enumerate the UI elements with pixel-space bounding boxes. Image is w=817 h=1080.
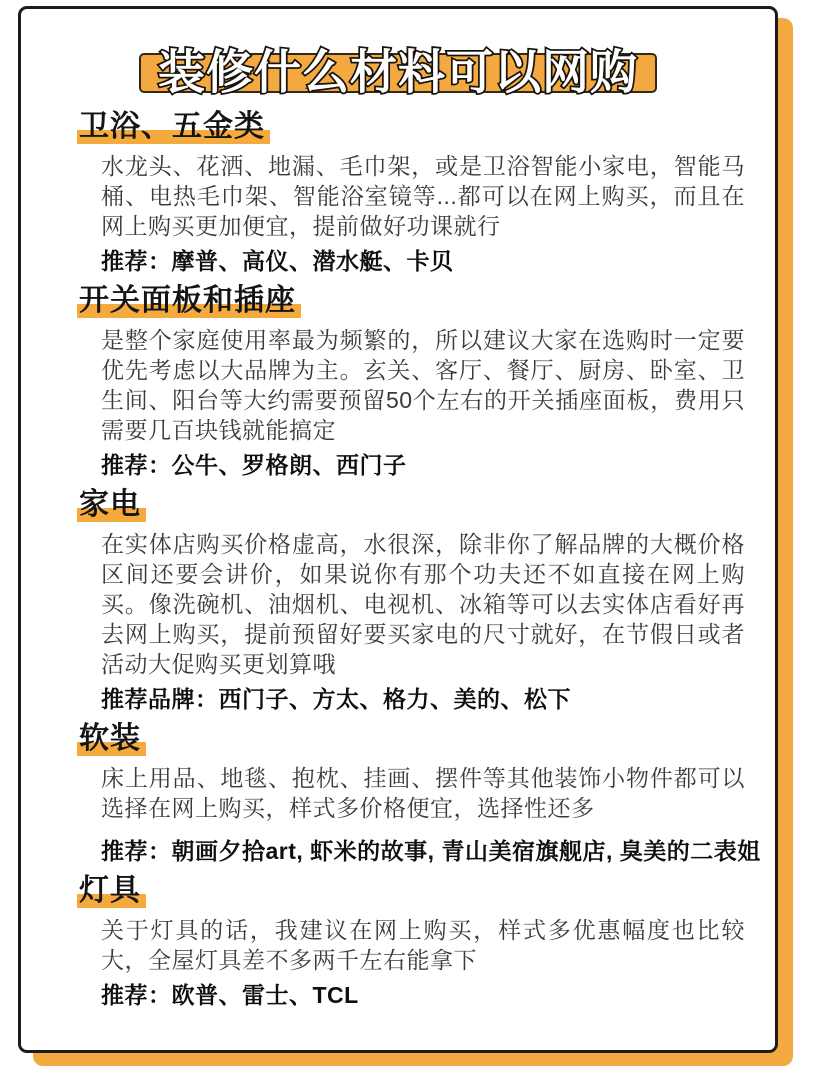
section-heading: 开关面板和插座 <box>77 283 775 319</box>
section-soft-furnishing <box>21 721 775 867</box>
section-body: 水龙头、花洒、地漏、毛巾架，或是卫浴智能小家电，智能马桶、电热毛巾架、智能浴室镜等...都可以在网上购买，而且在网上购买更加便宜，提前做好功课就行 <box>101 153 745 239</box>
section-appliances <box>21 487 775 715</box>
title-banner <box>139 45 657 99</box>
section-recommendation: 推荐：欧普、雷士、TCL <box>101 982 359 1008</box>
section-lighting <box>21 873 775 1011</box>
section-body: 床上用品、地毯、抱枕、挂画、摆件等其他装饰小物件都可以选择在网上购买，样式多价格便宜，选择性还多 <box>101 765 745 821</box>
section-heading: 家电 <box>77 487 775 523</box>
section-body: 关于灯具的话，我建议在网上购买，样式多优惠幅度也比较大，全屋灯具差不多两千左右能拿下 <box>101 917 745 973</box>
section-body: 是整个家庭使用率最为频繁的，所以建议大家在选购时一定要优先考虑以大品牌为主。玄关、客厅、餐厅、厨房、卧室、卫生间、阳台等大约需要预留50个左右的开关插座面板，费用只需要几百块钱就能搞定 <box>101 327 745 443</box>
section-switch-panels <box>21 283 775 481</box>
content-card <box>18 6 778 1053</box>
section-body: 在实体店购买价格虚高，水很深，除非你了解品牌的大概价格区间还要会讲价，如果说你有那个功夫还不如直接在网上购买。像洗碗机、油烟机、电视机、冰箱等可以去实体店看好再去网上购买，提前预留好要买家电的尺寸就好，在节假日或者活动大促购买更划算哦 <box>101 531 745 677</box>
section-recommendation: 推荐：公牛、罗格朗、西门子 <box>101 452 407 478</box>
section-recommendation: 推荐：朝画夕拾art, 虾米的故事, 青山美宿旗舰店, 臭美的二表姐 <box>101 838 761 864</box>
section-bathroom-hardware <box>21 109 775 277</box>
page-title: 装修什么材料可以网购 <box>158 45 638 99</box>
section-heading: 软装 <box>77 721 775 757</box>
section-heading: 卫浴、五金类 <box>77 109 775 145</box>
section-recommendation: 推荐：摩普、高仪、潜水艇、卡贝 <box>101 248 454 274</box>
section-recommendation: 推荐品牌：西门子、方太、格力、美的、松下 <box>101 686 571 712</box>
section-heading: 灯具 <box>77 873 775 909</box>
